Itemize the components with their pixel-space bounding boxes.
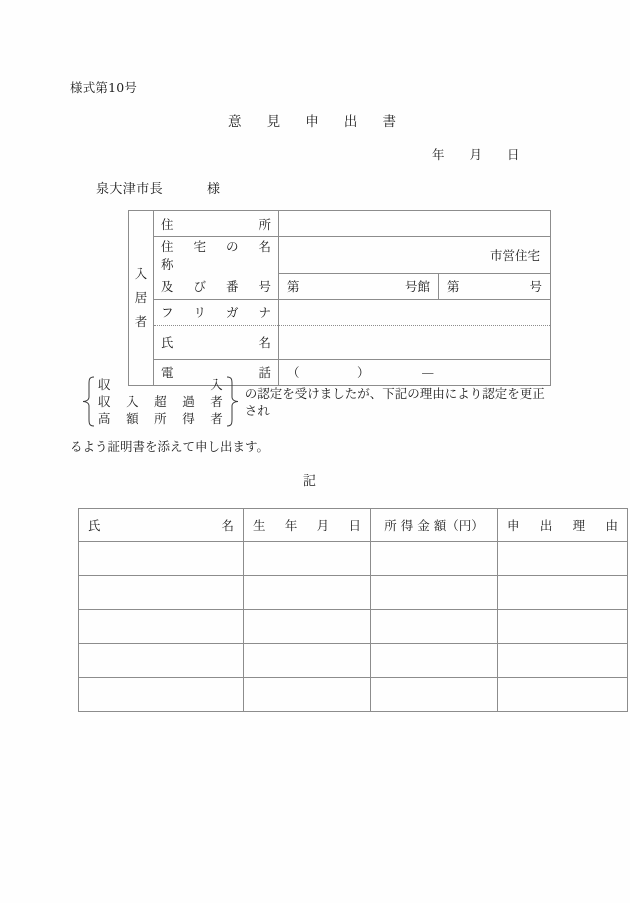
- cell-birthdate[interactable]: [244, 610, 371, 644]
- table-row: [79, 610, 628, 644]
- document-title: [228, 110, 396, 130]
- addressee-honorific: 様: [207, 182, 221, 197]
- cell-birthdate[interactable]: [244, 576, 371, 610]
- unit-number-field[interactable]: [439, 274, 550, 299]
- table-row-housing-number: [129, 273, 551, 299]
- addressee-name: 泉大津市長: [96, 182, 164, 197]
- table-row: [79, 576, 628, 610]
- income-table-body: [79, 542, 628, 712]
- cell-birthdate[interactable]: [244, 542, 371, 576]
- cell-income[interactable]: [371, 542, 498, 576]
- table-row: [79, 542, 628, 576]
- resident-category-char-2: 居: [134, 289, 148, 305]
- cell-name[interactable]: [79, 644, 244, 678]
- document-title-text: 意 見 申 出 書: [228, 114, 396, 130]
- cell-income[interactable]: [371, 678, 498, 712]
- cell-reason[interactable]: [498, 576, 628, 610]
- table-row: [79, 644, 628, 678]
- declaration-block: [82, 376, 552, 427]
- declaration-final-line: るよう証明書を添えて申し出ます。: [70, 439, 270, 454]
- furigana-label: フ リ ガ ナ: [154, 299, 279, 325]
- column-header-name: 氏 名: [79, 509, 244, 542]
- right-brace-icon: [226, 376, 239, 427]
- housing-name-label: 住 宅 の 名 称: [154, 237, 279, 274]
- phone-paren-close: ）: [357, 365, 370, 380]
- resident-category-char-3: 者: [134, 313, 148, 329]
- unit-suffix: 号: [529, 279, 542, 294]
- table-row-housing-name: [129, 237, 551, 274]
- housing-name-value: 市営住宅: [489, 247, 540, 263]
- income-detail-table: [78, 508, 628, 712]
- resident-category-label: [129, 211, 154, 386]
- resident-category-char-1: 入: [134, 266, 148, 282]
- declaration-option-3[interactable]: 高 額 所 得 者: [98, 411, 223, 426]
- table-row-name: [129, 325, 551, 359]
- addressee-line: [96, 178, 220, 197]
- cell-reason[interactable]: [498, 678, 628, 712]
- cell-income[interactable]: [371, 644, 498, 678]
- declaration-tail-text: の認定を受けましたが、下記の理由により認定を更正され: [244, 385, 545, 418]
- housing-number-input-cell[interactable]: [279, 273, 551, 299]
- declaration-options[interactable]: [95, 376, 226, 427]
- address-label: 住 所: [154, 211, 279, 237]
- table-header-row: [79, 509, 628, 542]
- declaration-option-2[interactable]: 収 入 超 過 者: [98, 394, 223, 409]
- building-number-field[interactable]: [279, 274, 439, 299]
- housing-name-input-cell[interactable]: [279, 237, 551, 274]
- building-prefix: 第: [287, 279, 300, 294]
- cell-birthdate[interactable]: [244, 644, 371, 678]
- address-input-cell[interactable]: [279, 211, 551, 237]
- cell-name[interactable]: [79, 610, 244, 644]
- cell-reason[interactable]: [498, 542, 628, 576]
- table-row-furigana: [129, 299, 551, 325]
- phone-dash: —: [421, 364, 435, 380]
- form-number-label: 様式第10号: [70, 80, 138, 95]
- cell-name[interactable]: [79, 576, 244, 610]
- cell-reason[interactable]: [498, 644, 628, 678]
- housing-number-label: 及 び 番 号: [154, 273, 279, 299]
- name-label: 氏 名: [154, 325, 279, 359]
- resident-info-table: [128, 210, 551, 386]
- cell-birthdate[interactable]: [244, 678, 371, 712]
- cell-income[interactable]: [371, 610, 498, 644]
- cell-reason[interactable]: [498, 610, 628, 644]
- table-row-address: [129, 211, 551, 237]
- cell-income[interactable]: [371, 576, 498, 610]
- ki-marker: 記: [303, 474, 317, 489]
- furigana-input-cell[interactable]: [279, 299, 551, 325]
- phone-label: 電 話: [154, 359, 279, 385]
- unit-prefix: 第: [447, 279, 460, 294]
- name-input-cell[interactable]: [279, 325, 551, 359]
- date-line: 年 月 日: [432, 147, 520, 162]
- column-header-income-amount: 所 得 金 額（円）: [371, 509, 498, 542]
- cell-name[interactable]: [79, 678, 244, 712]
- column-header-reason: 申 出 理 由: [498, 509, 628, 542]
- cell-name[interactable]: [79, 542, 244, 576]
- left-brace-icon: [82, 376, 95, 427]
- phone-paren-open: （: [287, 365, 300, 380]
- building-suffix: 号館: [404, 279, 430, 294]
- column-header-birthdate: 生 年 月 日: [244, 509, 371, 542]
- declaration-option-1[interactable]: 収 入: [98, 377, 223, 392]
- table-row: [79, 678, 628, 712]
